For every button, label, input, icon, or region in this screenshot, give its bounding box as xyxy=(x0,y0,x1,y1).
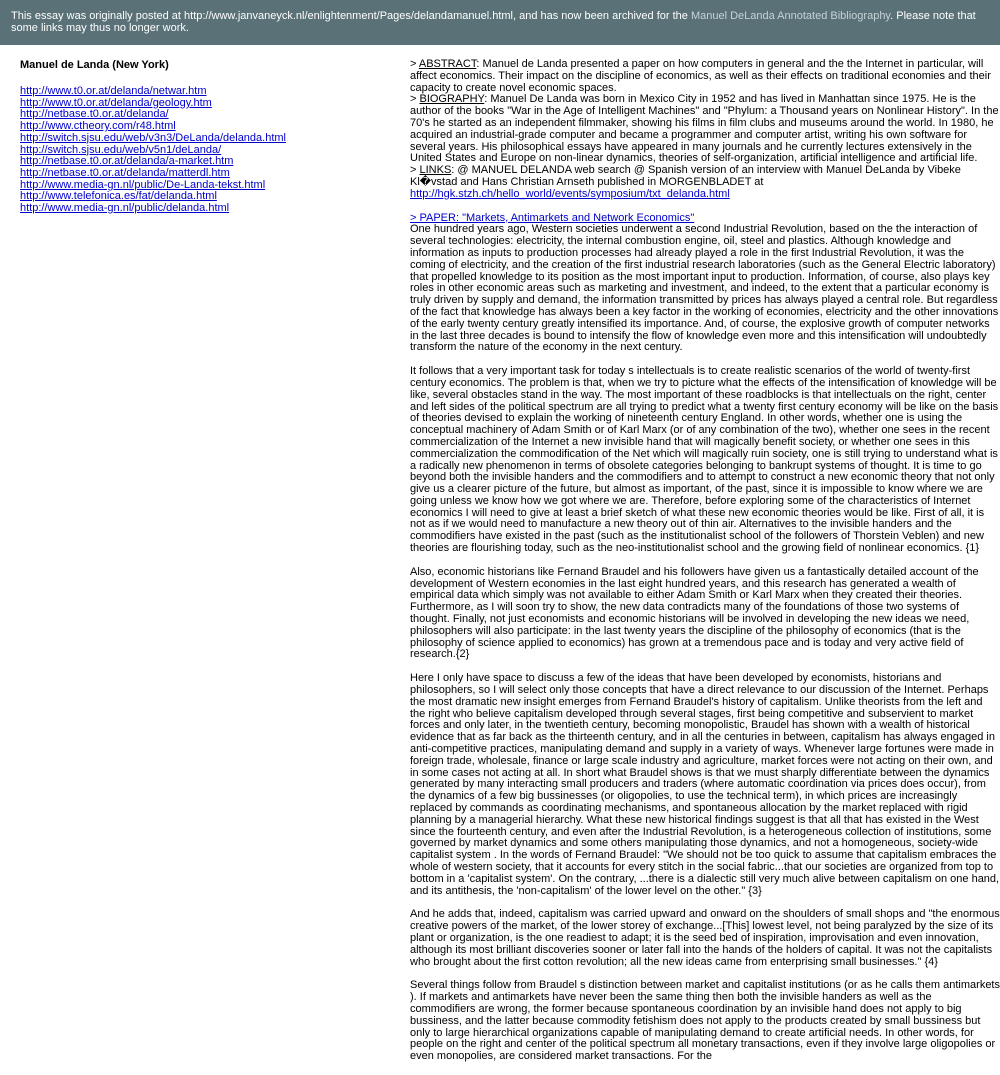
essay-paragraph: Here I only have space to discuss a few of the ideas that have been developed by economists, historians and philosophers, so I will select only those concepts that have a direct relevance to our discussion of the Internet. Perhaps the most dramatic new insight emerges from Fernand Braudel's history of capitalism. Unlike theorists from the left and the right who believe capitalism developed through several stages, first being competitive and subservient to market forces and only later, in the twentieth century, becoming monopolistic, Braudel has shown with a wealth of historical evidence that as far back as the thirteenth century, and in all the centuries in between, capitalism has always engaged in anti-competitive practices, manipulating demand and supply in a variety of ways. Whenever large fortunes were made in foreign trade, wholesale, finance or large scale industry and agriculture, market forces were not acting on their own, and in some cases not acting at all. In short what Braudel shows is that we must sharply differentiate between the dynamics generated by many interacting small producers and traders (where automatic coordination via prices does occur), from the dynamics of a few big bussinesses (or oligopolies, to use the technical term), in which prices are increasingly replaced by commands as coordinating mechanisms, and spontaneous allocation by the market replaced with rigid planning by a managerial hierarchy. What these new historical findings suggest is that all that has existed in the West since the fourteenth century, and even after the Industrial Revolution, is a heterogeneous collection of institutions, some governed by market dynamics and some others manipulating those dynamics, and not a homogeneous, society-wide capitalist system . In the words of Fernand Braudel: "We should not be too quick to assume that capitalism embraces the whole of western society, that it accounts for every stitch in the social fabric...that our societies are organized from top to bottom in a 'capitalist system'. On the contrary, ...there is a dialectic still very much alive between capitalism on one hand, and its antithesis, the 'non-capitalism' of the lower level on the other." {3} xyxy=(410,672,1000,897)
paper-heading[interactable]: > PAPER: "Markets, Antimarkets and Network Economics" xyxy=(410,211,695,224)
archive-notice-text: This essay was originally posted at http://www.janvaneyck.nl/enlightenment/Pages/delandamanuel.html, and has now been archived for the xyxy=(11,10,691,22)
essay-paragraph: Also, economic historians like Fernand Braudel and his followers have given us a fantastically detailed account of the development of Western economies in the last eight hundred years, and this research has generated a wealth of empirical data which simply was not available to either Adam Smith or Karl Marx when they created their theories. Furthermore, as I will soon try to show, the new data contradicts many of the foundations of those two systems of thought. Finally, not just economists and economic historians will be involved in developing the new ideas we need, philosophers will also participate: in the last twenty years the discipline of the philosophy of economics (that is the philosophy of science applied to economics) has grown at a tremendous pace and is today and very active field of research.{2} xyxy=(410,565,979,661)
sidebar-link[interactable]: http://www.t0.or.at/delanda/netwar.htm xyxy=(20,85,207,97)
essay-paragraph: It follows that a very important task for today s intellectuals is to create realistic scenarios of the world of twenty-first century economics. The problem is that, when we try to picture what the effects of the intensification of knowledge will be like, several obstacles stand in the way. The most important of these roadblocks is that intellectuals on the right, center and left sides of the political spectrum are all trying to predict what a twenty first century economy will be like on the basis of theories devised to explain the working of nineteenth century England. In other words, whether one is using the conceptual machinery of Adam Smith or of Karl Marx (or of any combination of the two), whether one sees in the recent commercialization of the Internet a new invisible hand that will magically benefit society, or whether one sees in this commercialization the commodification of the Net which will magically ruin society, one is still trying to understand what is a radically new phenomenon in terms of obsolete categories belonging to bankrupt systems of thought. It is time to go beyond both the invisible handers and the commodifiers and to attempt to construct a new economic theory that not only give us a clearer picture of the future, but almost as important, of the past, since it is impossible to know where we are going unless we know how we got where we are. Therefore, before exploring some of the characteristics of Internet economics I will need to give at least a brief sketch of what these new economic theories would be like. First of all, it is not as if we would need to manufacture a new theory out of thin air. Alternatives to the invisible handers and the commodifiers have existed in the past (such as the institutionalist school of the followers of Thorstein Veblen) and new theories are flourishing today, such as the neo-institutionalist school and the growing field of nonlinear economics. {1} xyxy=(410,365,999,555)
links-label: LINKS xyxy=(419,164,452,177)
links-text: : @ MANUEL DELANDA web search @ Spanish version of an interview with Manuel DeLanda by Vibeke Kl�vstad and Hans Christian Arnseth published in MORGENBLADET at xyxy=(410,164,961,188)
abstract-section: > ABSTRACT: Manuel de Landa presented a paper on how computers in general and the the Internet in particular, will affect economics. Their impact on the discipline of economics, as well as their effects on traditional economies and their capacity to create novel economic spaces. xyxy=(410,58,991,94)
sidebar-link[interactable]: http://switch.sjsu.edu/web/v5n1/deLanda/ xyxy=(20,143,222,156)
archive-notice-suffix: . Please note that some links may thus no longer work. xyxy=(11,10,976,34)
essay-column xyxy=(410,59,1000,1075)
sidebar-link[interactable]: http://www.ctheory.com/r48.html xyxy=(20,120,176,133)
sidebar xyxy=(20,59,380,215)
sidebar-link[interactable]: http://netbase.t0.or.at/delanda/a-market.htm xyxy=(20,155,234,168)
sidebar-link[interactable]: http://www.media-gn.nl/public/De-Landa-tekst.html xyxy=(20,178,266,191)
essay-paragraph: One hundred years ago, Western societies underwent a second Industrial Revolution, based on the the interaction of several technologies: electricity, the internal combustion engine, oil, steel and plastics. Although knowledge and information as inputs to production processes had already played a role in the first Industrial Revolution, it was the coming of electricity, and the creation of the first industrial research laboratories (such as the General Electric laboratory) that propelled knowledge to its position as the most important input to production. Information, of course, also plays key roles in other economic areas such as marketing and investment, and indeed, to the extent that a particular economy is truly driven by supply and demand, the information transmitted by prices has always played a central role. But regardless of the fact that knowledge has always been a key factor in the working of economies, electricity and the other innovations of the early twenty century greatly intensified its importance. And, of course, the explosive growth of computer networks in the last three decades is bound to intensify the flow of knowledge even more and this intensification will undoubtedly transform the nature of the economy in the next century. xyxy=(410,223,999,354)
sidebar-link[interactable]: http://www.media-gn.nl/public/delanda.html xyxy=(20,202,230,215)
links-section: > LINKS: @ MANUEL DELANDA web search @ Spanish version of an interview with Manuel DeLanda by Vibeke Kl�vstad and Hans Christian Arnseth published in MORGENBLADET at http://hgk.stzh.ch/hello_world/events/symposium/txt_delanda.html xyxy=(410,164,961,200)
sidebar-link[interactable]: http://netbase.t0.or.at/delanda/matterdl.htm xyxy=(20,166,230,179)
abstract-label: ABSTRACT xyxy=(418,58,477,70)
abstract-text: : Manuel de Landa presented a paper on how computers in general and the the Internet in particular, will affect economics. Their impact on the discipline of economics, as well as their effects on traditional economies and their capacity to create novel economic spaces. xyxy=(410,58,991,94)
sidebar-link[interactable]: http://www.telefonica.es/fat/delanda.html xyxy=(20,190,217,203)
biography-section: > BIOGRAPHY: Manuel De Landa was born in Mexico City in 1952 and has lived in Manhattan since 1975. He is the author of the books "War in the Age of Intelligent Machines" and "Phylum: a Thousand years on Nonlinear History". In the 70's he started as an independent filmmaker, showing his films in film clubs and museums around the world. In 1980, he acquired an industrial-grade computer and became a programmer and computer artist, writing his own software for several years. His philosophical essays have appeared in many journals and he currently lectures extensively in the United States and Europe on non-linear dynamics, theories of self-organization, artificial intelligence and artificial life. xyxy=(410,93,999,165)
sidebar-link[interactable]: http://switch.sjsu.edu/web/v3n3/DeLanda/delanda.html xyxy=(20,131,286,144)
sidebar-link[interactable]: http://www.t0.or.at/delanda/geology.htm xyxy=(20,96,212,109)
page-title: Manuel de Landa (New York) xyxy=(20,59,169,71)
essay-paragraph: Several things follow from Braudel s distinction between market and capitalist institutions (or as he calls them antimarkets ). If markets and antimarkets have never been the same thing then both the invisible handers as well as the commodifiers are wrong, the former because spontaneous coordination by an invisible hand does not apply to big bussiness, and the latter because commodity fetishism does not apply to the products created by small bussiness but only to large hierarchical organizations capable of manipulating demand to create artificial needs. In other words, for people on the right and center of the political spectrum all monetary transactions, even if they involve large oligopolies or even monopolies, are considered market transactions. For the xyxy=(410,979,1000,1063)
archive-notice-banner xyxy=(0,0,1000,45)
essay-paragraph: And he adds that, indeed, capitalism was carried upward and onward on the shoulders of small shops and "the enormous creative powers of the market, of the lower storey of exchange...[This] lowest level, not being paralyzed by the size of its plant or organization, is the one readiest to adapt; it is the seed bed of inspiration, improvisation and even innovation, although its most brilliant discoveries sooner or later fall into the hands of the holders of capital. It was not the capitalists who brought about the first cotton revolution; all the new ideas came from enterprising small businesses." {4} xyxy=(410,908,1000,968)
sidebar-link[interactable]: http://netbase.t0.or.at/delanda/ xyxy=(20,108,169,121)
biography-text: : Manuel De Landa was born in Mexico City in 1952 and has lived in Manhattan since 1975. He is the author of the books "War in the Age of Intelligent Machines" and "Phylum: a Thousand years on Nonlinear History". In the 70's he started as an independent filmmaker, showing his films in film clubs and museums around the world. In 1980, he acquired an industrial-grade computer and became a programmer and computer artist, writing his own software for several years. His philosophical essays have appeared in many journals and he currently lectures extensively in the United States and Europe on non-linear dynamics, theories of self-organization, artificial intelligence and artificial life. xyxy=(410,93,999,165)
bibliography-link[interactable]: Manuel DeLanda Annotated Bibliography xyxy=(690,10,891,22)
interview-link[interactable]: http://hgk.stzh.ch/hello_world/events/symposium/txt_delanda.html xyxy=(410,187,730,200)
biography-label: BIOGRAPHY xyxy=(419,93,485,106)
